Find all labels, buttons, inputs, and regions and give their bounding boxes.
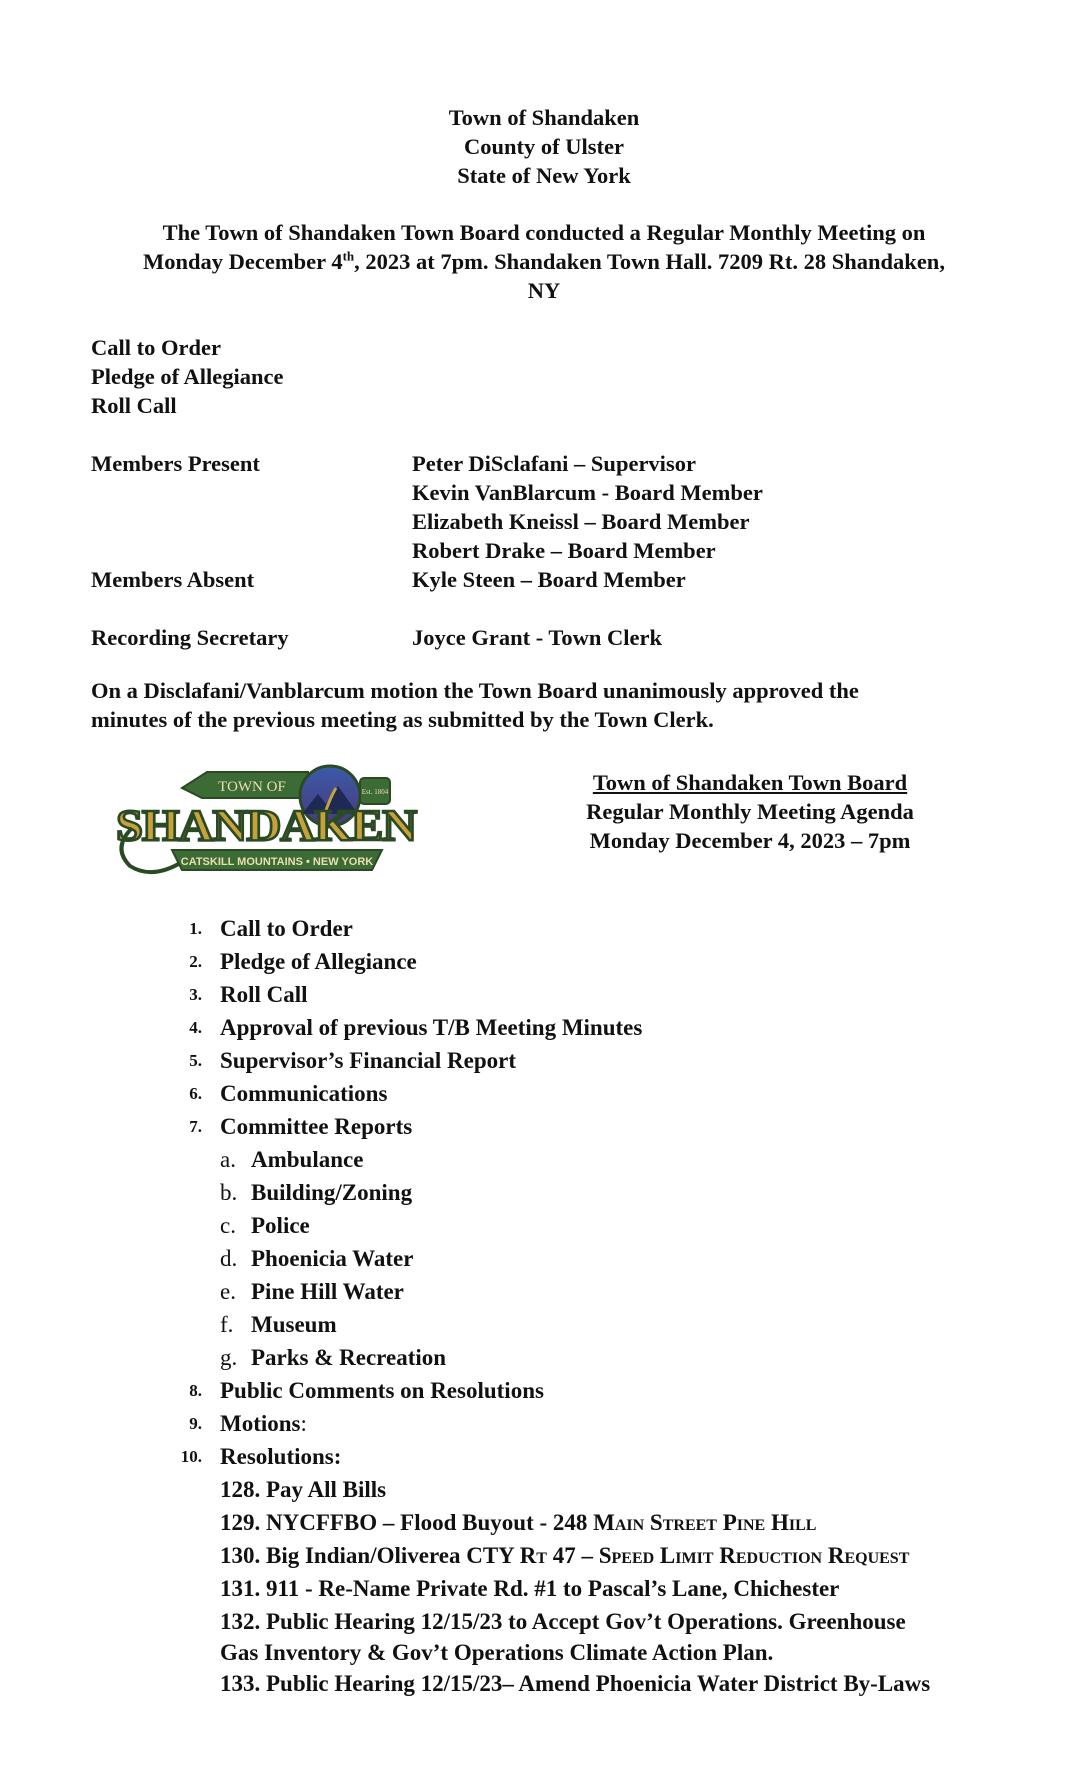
member-present: Robert Drake – Board Member [412,538,716,563]
committee-report-item: c. Police [220,1213,310,1238]
attendance-section [91,449,991,652]
resolution-item: 131. 911 - Re-Name Private Rd. #1 to Pascal’s Lane, Chichester [220,1576,840,1601]
committee-report-item: b. Building/Zoning [220,1180,413,1205]
state-name: State of New York [457,163,631,188]
agenda-item: 1. Call to Order [189,916,353,941]
resolution-item: 129. NYCFFBO – Flood Buyout - 248 Main Street Pine Hill [220,1510,817,1535]
meeting-line-1: The Town of Shandaken Town Board conducted a Regular Monthly Meeting on [162,220,926,245]
county-name: County of Ulster [464,134,624,159]
logo-bottom-text: CATSKILL MOUNTAINS • NEW YORK [180,856,374,868]
agenda-date: Monday December 4, 2023 – 7pm [589,828,911,853]
minutes-approval-motion: On a Disclafani/Vanblarcum motion the Town Board unanimously approved the minutes of the previous meeting as submitted by the Town Clerk. [91,678,859,732]
resolution-item: 133. Public Hearing 12/15/23– Amend Phoenicia Water District By-Laws [220,1671,931,1696]
member-present: Kevin VanBlarcum - Board Member [412,480,763,505]
recording-secretary: Joyce Grant - Town Clerk [412,625,662,650]
resolution-item: 132. Public Hearing 12/15/23 to Accept Gov’t Operations. Greenhouse [220,1609,906,1634]
resolution-item: 128. Pay All Bills [220,1477,387,1502]
members-absent-label: Members Absent [91,567,255,592]
pledge-of-allegiance: Pledge of Allegiance [91,364,284,389]
committee-report-item: f. Museum [220,1312,337,1337]
town-name: Town of Shandaken [448,105,640,130]
agenda-item: 5. Supervisor’s Financial Report [189,1048,517,1073]
members-absent-row [91,565,991,594]
logo-main-text: SHANDAKEN [116,801,418,850]
call-to-order: Call to Order [91,335,221,360]
shandaken-logo [112,758,440,884]
resolution-item-continued: Gas Inventory & Gov’t Operations Climate Action Plan. [220,1640,774,1665]
committee-report-item: d. Phoenicia Water [220,1246,414,1271]
agenda-list [140,912,1020,1700]
opening-procedures [91,333,283,420]
member-present: Peter DiSclafani – Supervisor [412,451,696,476]
meeting-description [88,218,1000,305]
logo-top-text: TOWN OF [218,779,286,795]
member-present: Elizabeth Kneissl – Board Member [412,509,750,534]
agenda-item: 7. Committee Reports [189,1114,413,1139]
recording-secretary-label: Recording Secretary [91,625,289,650]
agenda-subtitle: Regular Monthly Meeting Agenda [586,799,914,824]
agenda-item: 3. Roll Call [189,982,308,1007]
recording-secretary-row [91,623,991,652]
meeting-line-3: NY [527,278,561,303]
agenda-item: 8. Public Comments on Resolutions [189,1378,544,1403]
committee-report-item: e. Pine Hill Water [220,1279,404,1304]
resolution-item: 130. Big Indian/Oliverea CTY Rt 47 – Speed Limit Reduction Request [220,1543,910,1568]
agenda-item: 10. Resolutions: [180,1444,342,1469]
member-absent: Kyle Steen – Board Member [412,567,686,592]
roll-call: Roll Call [91,393,177,418]
agenda-header [540,768,960,855]
agenda-item: 4. Approval of previous T/B Meeting Minutes [189,1015,643,1040]
document-header [0,103,1088,190]
members-present-label: Members Present [91,451,260,476]
agenda-item: 9. Motions: [189,1411,307,1436]
committee-report-item: a. Ambulance [220,1147,364,1172]
agenda-item: 6. Communications [189,1081,388,1106]
agenda-item: 2. Pledge of Allegiance [189,949,417,974]
committee-report-item: g. Parks & Recreation [220,1345,447,1370]
meeting-line-2: Monday December 4th, 2023 at 7pm. Shandaken Town Hall. 7209 Rt. 28 Shandaken, [143,248,945,274]
logo-est-text: Est. 1804 [361,788,389,796]
agenda-title: Town of Shandaken Town Board [592,770,908,795]
members-present-row [91,449,991,478]
